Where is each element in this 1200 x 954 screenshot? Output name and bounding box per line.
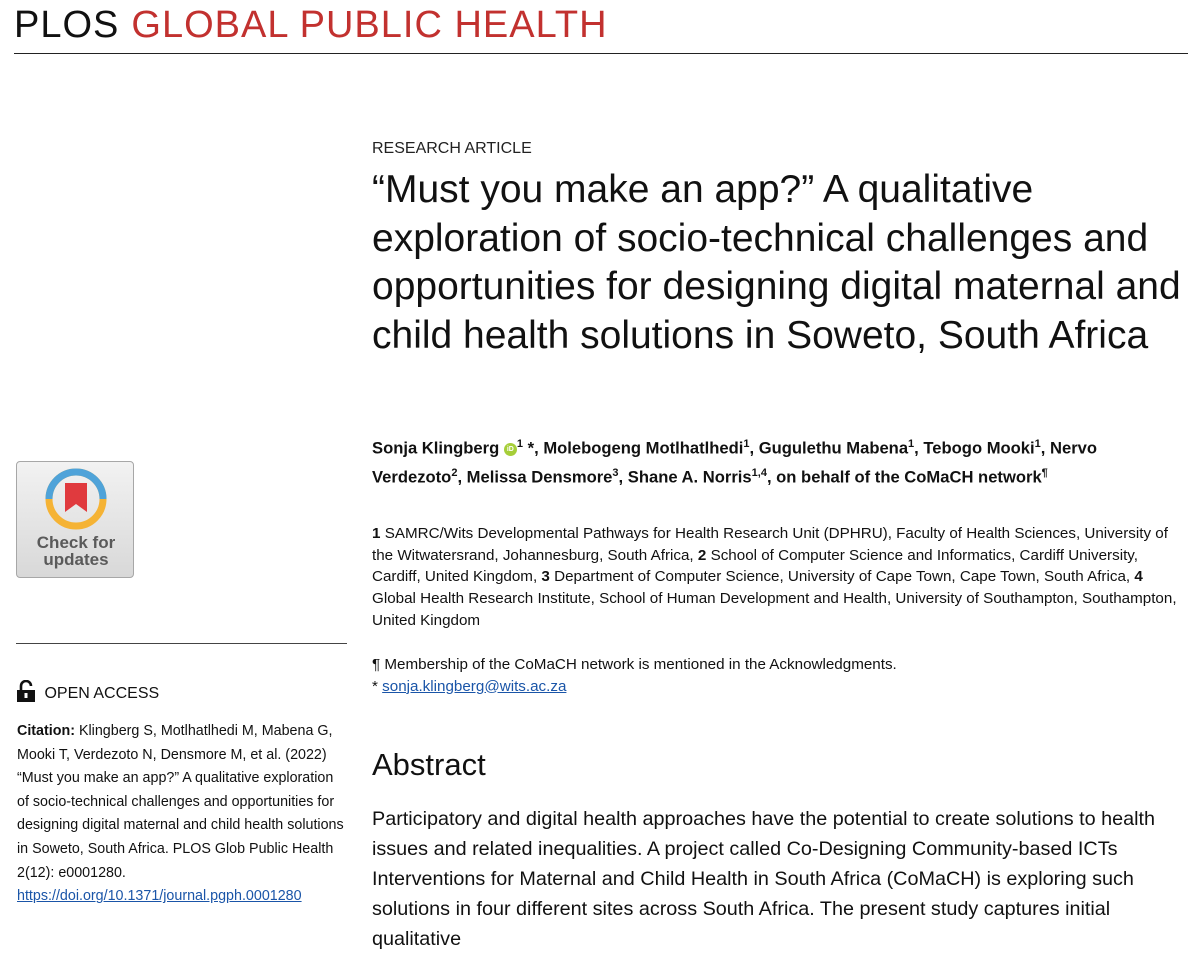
author-affil-sup: 1 — [1034, 438, 1041, 450]
membership-note: ¶ Membership of the CoMaCH network is mentioned in the Acknowledgments. — [372, 656, 897, 673]
affiliation-number: 4 — [1134, 568, 1143, 586]
author-affil-sup: 1,4 — [751, 466, 767, 479]
doi-link[interactable]: https://doi.org/10.1371/journal.pgph.0001280 — [17, 888, 302, 905]
publisher-name: PLOS — [14, 4, 120, 46]
author-affil-sup: 1 — [908, 438, 915, 450]
author-name: Tebogo Mooki — [923, 438, 1035, 458]
author-notes — [372, 654, 897, 697]
author-name: Melissa Densmore — [466, 467, 613, 487]
author-name: Molebogeng Motlhatlhedi — [543, 438, 744, 458]
email-link[interactable]: sonja.klingberg@wits.ac.za — [382, 677, 567, 695]
article-type: RESEARCH ARTICLE — [372, 140, 532, 157]
open-lock-icon — [16, 680, 36, 702]
article-title: “Must you make an app?” A qualitative exploration of socio-technical challenges and opportunities for designing digital maternal and child health solutions in Soweto, South Africa — [372, 168, 1181, 357]
abstract-heading: Abstract — [372, 747, 486, 782]
author-list: Sonja Klingberg iD $^1$ *, Molebogeng Motlhatlhedi$^1$, Gugulethu Mabena$^1$, Tebogo Mooki$^1$, Nervo Verdezoto$^2$, Melissa Densmore$^3$, Shane A. Norris$^{1,4}$, on behalf of the CoMaCH network¶ — [372, 438, 1098, 487]
affiliation-text: School of Computer Science and Informatics, Cardiff University, Cardiff, United Kingdom, — [372, 546, 1138, 586]
header-divider — [14, 53, 1188, 54]
sidebar-divider — [16, 643, 347, 644]
author-name: Sonja Klingberg — [372, 438, 500, 458]
journal-header — [14, 4, 608, 47]
affiliation-number: 2 — [697, 546, 707, 564]
check-for-updates-button[interactable] — [16, 461, 134, 578]
orcid-icon[interactable]: iD — [504, 443, 517, 456]
check-for-updates-label: Check for updates — [36, 533, 116, 569]
author-affil-sup: 3 — [612, 466, 619, 479]
author-affil-sup: 1 — [743, 438, 750, 450]
citation-block — [17, 720, 347, 909]
author-affil-sup: 1 — [516, 438, 523, 450]
affiliation-number: 3 — [541, 568, 550, 586]
affiliation-text: SAMRC/Wits Developmental Pathways for Health Research Unit (DPHRU), Faculty of Health Sciences, University of the Witwatersrand, Johannesburg, South Africa, — [372, 525, 1168, 564]
author-affil-sup: 2 — [451, 466, 458, 479]
citation-label: Citation: — [17, 723, 75, 739]
author-name: Gugulethu Mabena — [758, 438, 909, 458]
author-name: Shane A. Norris — [627, 467, 752, 487]
affiliations — [372, 523, 1187, 632]
open-access-label: OPEN ACCESS — [44, 685, 160, 702]
corresponding-mark: * — [527, 438, 535, 458]
author-name: Nervo Verdezoto — [372, 438, 1098, 487]
open-access-row — [16, 680, 159, 702]
check-for-updates-icon — [45, 468, 107, 530]
author-affil-sup: ¶ — [1041, 466, 1048, 479]
journal-name: GLOBAL PUBLIC HEALTH — [131, 4, 608, 46]
author-name: on behalf of the CoMaCH network — [776, 467, 1042, 487]
corresponding-mark: * — [372, 677, 378, 695]
affiliation-number: 1 — [372, 525, 381, 542]
citation-text: Klingberg S, Motlhatlhedi M, Mabena G, Mooki T, Verdezoto N, Densmore M, et al. (2022) “Must you make an app?” A qualitative exploration of socio-technical challenges and opportunities for designing digital maternal and child health solutions in Soweto, South Africa. PLOS Glob Public Health 2(12): e0001280. — [17, 723, 344, 881]
affiliation-text: Department of Computer Science, University of Cape Town, Cape Town, South Africa, — [554, 568, 1131, 586]
abstract-text: Participatory and digital health approaches have the potential to create solutions to health issues and related inequalities. A project called Co-Designing Community-based ICTs Interventions for Maternal and Child Health in South Africa (CoMaCH) is exploring such solutions in four different sites across South Africa. The present study captures initial qualitative — [372, 808, 1155, 950]
affiliation-text: Global Health Research Institute, School of Human Development and Health, University of Southampton, Southampton, United Kingdom — [372, 590, 1177, 629]
